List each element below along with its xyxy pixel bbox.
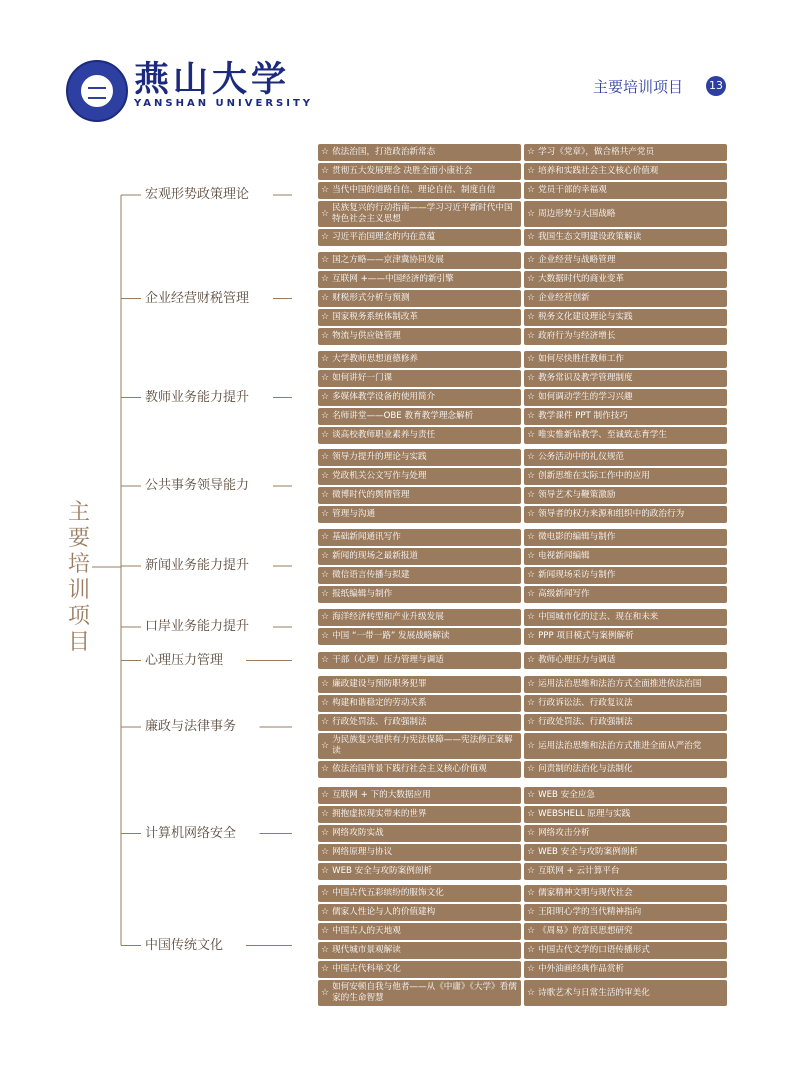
star-icon: ☆ <box>527 452 536 462</box>
training-item-label: 互联网 + 下的大数据应用 <box>332 790 431 800</box>
star-icon: ☆ <box>321 570 330 580</box>
training-item-label: 教学课件 PPT 制作技巧 <box>538 411 628 421</box>
star-icon: ☆ <box>321 551 330 561</box>
category-label: 教师业务能力提升 <box>145 389 250 405</box>
training-item-label: 贯彻五大发展理念 决胜全面小康社会 <box>332 166 473 176</box>
training-item-label: 中外油画经典作品赏析 <box>538 964 625 974</box>
training-item-label: 如何安顿自我与他者——从《中庸》《大学》看儒家的生命智慧 <box>332 982 517 1003</box>
training-item-label: 党员干部的幸福观 <box>538 185 607 195</box>
training-item-label: 领导艺术与鞭策激励 <box>538 490 616 500</box>
training-item-label: 新闻现场采访与制作 <box>538 570 616 580</box>
star-icon: ☆ <box>321 764 330 774</box>
category-label: 企业经营财税管理 <box>145 290 250 306</box>
training-item <box>318 586 521 603</box>
star-icon: ☆ <box>321 866 330 876</box>
training-item <box>524 328 727 345</box>
training-item <box>318 328 521 345</box>
training-item <box>524 201 727 227</box>
star-icon: ☆ <box>321 655 330 665</box>
training-item <box>318 449 521 466</box>
star-icon: ☆ <box>527 354 536 364</box>
training-item-label: 儒家人性论与人的价值建构 <box>332 907 436 917</box>
star-icon: ☆ <box>527 764 536 774</box>
star-icon: ☆ <box>321 717 330 727</box>
star-icon: ☆ <box>321 430 330 440</box>
training-item <box>318 787 521 804</box>
training-item <box>524 548 727 565</box>
training-item <box>318 942 521 959</box>
star-icon: ☆ <box>527 828 536 838</box>
training-item <box>318 163 521 180</box>
star-icon: ☆ <box>527 907 536 917</box>
training-item-label: 多媒体教学设备的使用简介 <box>332 392 436 402</box>
training-item-label: 运用法治思维和法治方式推进全面从严治党 <box>538 740 702 751</box>
training-item <box>524 652 727 669</box>
star-icon: ☆ <box>321 509 330 519</box>
training-item-label: 谈高校教师职业素养与责任 <box>332 430 436 440</box>
training-item <box>524 904 727 921</box>
training-item-label: 企业经营创新 <box>538 293 590 303</box>
star-icon: ☆ <box>321 809 330 819</box>
star-icon: ☆ <box>527 232 536 242</box>
star-icon: ☆ <box>527 847 536 857</box>
training-item <box>318 885 521 902</box>
training-item-label: 党政机关公文写作与处理 <box>332 471 427 481</box>
star-icon: ☆ <box>527 312 536 322</box>
star-icon: ☆ <box>527 293 536 303</box>
training-item <box>524 351 727 368</box>
star-icon: ☆ <box>321 274 330 284</box>
training-item-label: 网络攻防实战 <box>332 828 384 838</box>
training-item-label: 行政处罚法、行政强制法 <box>538 717 633 727</box>
category-label: 口岸业务能力提升 <box>145 619 250 634</box>
training-item-label: 教师心理压力与调适 <box>538 655 616 665</box>
star-icon: ☆ <box>321 907 330 917</box>
training-item-label: 如何讲好一门课 <box>332 373 393 383</box>
training-item <box>318 252 521 269</box>
training-item-label: 报纸编辑与制作 <box>332 589 393 599</box>
training-item-label: 中国古人的天地观 <box>332 926 401 936</box>
training-item <box>524 695 727 712</box>
star-icon: ☆ <box>527 166 536 176</box>
star-icon: ☆ <box>527 255 536 265</box>
star-icon: ☆ <box>527 698 536 708</box>
star-icon: ☆ <box>321 232 330 242</box>
training-item <box>524 408 727 425</box>
training-item <box>318 351 521 368</box>
training-item <box>524 787 727 804</box>
training-item-label: 网络原理与协议 <box>332 847 393 857</box>
brand-name-en: YANSHAN UNIVERSITY <box>134 98 314 109</box>
star-icon: ☆ <box>321 166 330 176</box>
training-item-label: 网络攻击分析 <box>538 828 590 838</box>
star-icon: ☆ <box>527 392 536 402</box>
star-icon: ☆ <box>321 392 330 402</box>
training-item-label: 大数据时代的商业变革 <box>538 274 625 284</box>
star-icon: ☆ <box>527 471 536 481</box>
training-item <box>524 863 727 880</box>
star-icon: ☆ <box>321 828 330 838</box>
training-item <box>524 586 727 603</box>
training-item-label: 国家税务系统体制改革 <box>332 312 419 322</box>
training-item <box>524 609 727 626</box>
training-item-label: 行政诉讼法、行政复议法 <box>538 698 633 708</box>
training-item <box>524 806 727 823</box>
training-item <box>524 942 727 959</box>
category-label: 中国传统文化 <box>145 937 224 953</box>
training-item-label: 大学教师思想道德修养 <box>332 354 419 364</box>
training-item-label: 王阳明心学的当代精神指向 <box>538 907 642 917</box>
star-icon: ☆ <box>321 790 330 800</box>
training-item <box>524 714 727 731</box>
star-icon: ☆ <box>527 532 536 542</box>
training-item <box>318 761 521 778</box>
training-item-label: WEB 安全与攻防案例剖析 <box>332 866 432 876</box>
training-item <box>524 427 727 444</box>
training-item-label: 依法治国，打造政治新常态 <box>332 147 436 157</box>
star-icon: ☆ <box>321 185 330 195</box>
training-item-label: 互联网 + 云计算平台 <box>538 866 620 876</box>
category-label: 公共事务领导能力 <box>145 478 250 493</box>
training-item-label: 互联网 +——中国经济的新引擎 <box>332 274 454 284</box>
star-icon: ☆ <box>527 717 536 727</box>
training-item <box>524 844 727 861</box>
training-item-label: 运用法治思维和法治方式全面推进依法治国 <box>538 679 702 689</box>
star-icon: ☆ <box>527 331 536 341</box>
training-item <box>318 567 521 584</box>
training-item-label: 物流与供应链管理 <box>332 331 401 341</box>
training-item-label: 海洋经济转型和产业升级发展 <box>332 612 444 622</box>
star-icon: ☆ <box>527 509 536 519</box>
training-item <box>318 806 521 823</box>
training-item-label: 基础新闻通讯写作 <box>332 532 401 542</box>
star-icon: ☆ <box>321 490 330 500</box>
star-icon: ☆ <box>527 551 536 561</box>
training-item-label: 民族复兴的行动指南——学习习近平新时代中国特色社会主义思想 <box>332 203 513 224</box>
training-item <box>318 844 521 861</box>
training-item <box>318 229 521 246</box>
training-item <box>524 980 727 1006</box>
star-icon: ☆ <box>321 987 330 998</box>
star-icon: ☆ <box>527 570 536 580</box>
training-item <box>524 885 727 902</box>
training-item-label: 公务活动中的礼仪规范 <box>538 452 625 462</box>
training-item <box>524 468 727 485</box>
brand-name-cn: 燕山大学 <box>134 59 291 100</box>
training-item-label: 唯实惟新钻教学、至诚致志育学生 <box>538 430 667 440</box>
star-icon: ☆ <box>321 612 330 622</box>
star-icon: ☆ <box>321 964 330 974</box>
training-item-label: 领导力提升的理论与实践 <box>332 452 427 462</box>
training-item <box>524 389 727 406</box>
training-item-label: 现代城市景观解读 <box>332 945 401 955</box>
star-icon: ☆ <box>527 740 536 751</box>
star-icon: ☆ <box>527 790 536 800</box>
training-item <box>524 567 727 584</box>
star-icon: ☆ <box>321 888 330 898</box>
training-item <box>318 468 521 485</box>
training-item-label: 领导者的权力来源和组织中的政治行为 <box>538 509 685 519</box>
star-icon: ☆ <box>321 373 330 383</box>
star-icon: ☆ <box>527 679 536 689</box>
vertical-title: 主要培训项目 <box>67 500 90 655</box>
training-item-label: 培养和实践社会主义核心价值观 <box>538 166 659 176</box>
training-item-label: 新闻的现场之最新报道 <box>332 551 419 561</box>
training-item-label: 微信语言传播与拟建 <box>332 570 410 580</box>
training-item-label: 学习《党章》，做合格共产党员 <box>538 147 655 157</box>
star-icon: ☆ <box>527 490 536 500</box>
category-label: 宏观形势政策理论 <box>145 187 250 202</box>
training-item-label: 企业经营与战略管理 <box>538 255 616 265</box>
training-item-label: 财税形式分析与预测 <box>332 293 410 303</box>
training-item <box>318 609 521 626</box>
training-item-label: 行政处罚法、行政强制法 <box>332 717 427 727</box>
training-item-label: 廉政建设与预防职务犯罪 <box>332 679 427 689</box>
category-label: 廉政与法律事务 <box>145 719 237 734</box>
training-item <box>318 863 521 880</box>
training-item-label: 微电影的编辑与制作 <box>538 532 616 542</box>
training-item <box>318 923 521 940</box>
training-item <box>318 427 521 444</box>
training-item <box>318 506 521 523</box>
star-icon: ☆ <box>321 452 330 462</box>
training-item <box>524 252 727 269</box>
training-item <box>524 506 727 523</box>
star-icon: ☆ <box>527 411 536 421</box>
star-icon: ☆ <box>527 185 536 195</box>
star-icon: ☆ <box>321 471 330 481</box>
category-label: 新闻业务能力提升 <box>145 558 250 573</box>
star-icon: ☆ <box>321 740 330 751</box>
star-icon: ☆ <box>527 631 536 641</box>
training-item-label: 周边形势与大国战略 <box>538 208 616 219</box>
star-icon: ☆ <box>527 274 536 284</box>
star-icon: ☆ <box>527 964 536 974</box>
training-item-label: 构建和谐稳定的劳动关系 <box>332 698 427 708</box>
training-item-label: 拥抱虚拟现实带来的世界 <box>332 809 427 819</box>
training-item <box>318 201 521 227</box>
star-icon: ☆ <box>321 293 330 303</box>
star-icon: ☆ <box>321 945 330 955</box>
star-icon: ☆ <box>527 888 536 898</box>
star-icon: ☆ <box>527 208 536 219</box>
training-item <box>318 695 521 712</box>
training-item <box>524 923 727 940</box>
page-section-title: 主要培训项目 <box>593 78 684 96</box>
star-icon: ☆ <box>527 373 536 383</box>
star-icon: ☆ <box>321 208 330 219</box>
star-icon: ☆ <box>321 926 330 936</box>
training-item <box>524 733 727 759</box>
star-icon: ☆ <box>527 589 536 599</box>
training-item-label: 高级新闻写作 <box>538 589 590 599</box>
training-item-label: 名师讲堂——OBE 教育教学理念解析 <box>332 411 474 421</box>
training-item-label: 政府行为与经济增长 <box>538 331 616 341</box>
training-item <box>524 370 727 387</box>
star-icon: ☆ <box>527 147 536 157</box>
training-item <box>524 628 727 645</box>
training-item <box>318 825 521 842</box>
training-item <box>524 529 727 546</box>
training-item-label: 国之方略——京津冀协同发展 <box>332 255 444 265</box>
training-item <box>524 163 727 180</box>
star-icon: ☆ <box>321 589 330 599</box>
training-item-label: 创新思维在实际工作中的应用 <box>538 471 650 481</box>
training-item <box>318 271 521 288</box>
training-item <box>524 961 727 978</box>
training-item <box>318 529 521 546</box>
star-icon: ☆ <box>321 631 330 641</box>
training-item-label: 依法治国背景下践行社会主义核心价值观 <box>332 764 487 774</box>
training-item <box>524 144 727 161</box>
training-item-label: 儒家精神文明与现代社会 <box>538 888 633 898</box>
training-item-label: 习近平治国理念的内在意蕴 <box>332 232 436 242</box>
page-number-badge: 13 <box>706 76 726 96</box>
training-item <box>524 761 727 778</box>
training-item <box>318 389 521 406</box>
training-item <box>524 182 727 199</box>
training-item-label: 如何调动学生的学习兴趣 <box>538 392 633 402</box>
training-item-label: 电视新闻编辑 <box>538 551 590 561</box>
training-item <box>318 714 521 731</box>
star-icon: ☆ <box>321 411 330 421</box>
training-item <box>318 370 521 387</box>
training-item-label: WEB 安全与攻防案例剖析 <box>538 847 638 857</box>
training-item <box>318 290 521 307</box>
star-icon: ☆ <box>527 655 536 665</box>
training-item-label: 中国 “一带一路” 发展战略解读 <box>332 631 450 641</box>
star-icon: ☆ <box>321 847 330 857</box>
star-icon: ☆ <box>321 255 330 265</box>
training-item <box>524 676 727 693</box>
star-icon: ☆ <box>321 679 330 689</box>
training-item-label: 当代中国的道路自信、理论自信、制度自信 <box>332 185 496 195</box>
training-item <box>524 825 727 842</box>
training-item-label: 如何尽快胜任教师工作 <box>538 354 625 364</box>
star-icon: ☆ <box>527 866 536 876</box>
training-item <box>318 548 521 565</box>
training-item-label: 中国古代文学的口语传播形式 <box>538 945 650 955</box>
star-icon: ☆ <box>321 312 330 322</box>
training-item <box>524 487 727 504</box>
training-item <box>524 271 727 288</box>
training-item-label: 税务文化建设理论与实践 <box>538 312 633 322</box>
training-item-label: 诗歌艺术与日常生活的审美化 <box>538 987 650 998</box>
training-item-label: 微博时代的舆情管理 <box>332 490 410 500</box>
training-item <box>318 904 521 921</box>
star-icon: ☆ <box>321 354 330 364</box>
training-item <box>318 487 521 504</box>
training-item-label: 管理与沟通 <box>332 509 376 519</box>
training-item-label: 干部（心理）压力管理与调适 <box>332 655 444 665</box>
training-item-label: 中国古代五彩缤纷的服饰文化 <box>332 888 444 898</box>
star-icon: ☆ <box>321 147 330 157</box>
star-icon: ☆ <box>527 809 536 819</box>
training-item <box>318 628 521 645</box>
training-item-label: 我国生态文明建设政策解读 <box>538 232 642 242</box>
training-item-label: 问责制的法治化与法制化 <box>538 764 633 774</box>
training-item-label: PPP 项目模式与案例解析 <box>538 631 634 641</box>
category-label: 心理压力管理 <box>145 652 224 668</box>
training-item-label: 教务常识及教学管理制度 <box>538 373 633 383</box>
star-icon: ☆ <box>321 532 330 542</box>
training-item <box>318 733 521 759</box>
star-icon: ☆ <box>527 945 536 955</box>
star-icon: ☆ <box>527 987 536 998</box>
category-label: 计算机网络安全 <box>145 825 237 841</box>
star-icon: ☆ <box>527 612 536 622</box>
training-item <box>318 144 521 161</box>
training-item <box>318 182 521 199</box>
training-item-label: WEBSHELL 原理与实践 <box>538 809 631 819</box>
training-item <box>318 309 521 326</box>
training-item <box>524 449 727 466</box>
training-item-label: 中国城市化的过去、现在和未来 <box>538 612 659 622</box>
training-item-label: 中国古代科举文化 <box>332 964 401 974</box>
training-item <box>524 290 727 307</box>
star-icon: ☆ <box>527 926 536 936</box>
training-item-label: 《周易》的富民思想研究 <box>538 926 633 936</box>
star-icon: ☆ <box>321 331 330 341</box>
training-item <box>318 676 521 693</box>
training-item <box>318 980 521 1006</box>
star-icon: ☆ <box>527 430 536 440</box>
training-item-label: WEB 安全应急 <box>538 790 596 800</box>
training-item <box>318 408 521 425</box>
training-item <box>318 961 521 978</box>
training-item <box>524 229 727 246</box>
training-item-label: 为民族复兴提供有力宪法保障——宪法修正案解读 <box>332 735 513 756</box>
star-icon: ☆ <box>321 698 330 708</box>
training-item <box>524 309 727 326</box>
training-item <box>318 652 521 669</box>
